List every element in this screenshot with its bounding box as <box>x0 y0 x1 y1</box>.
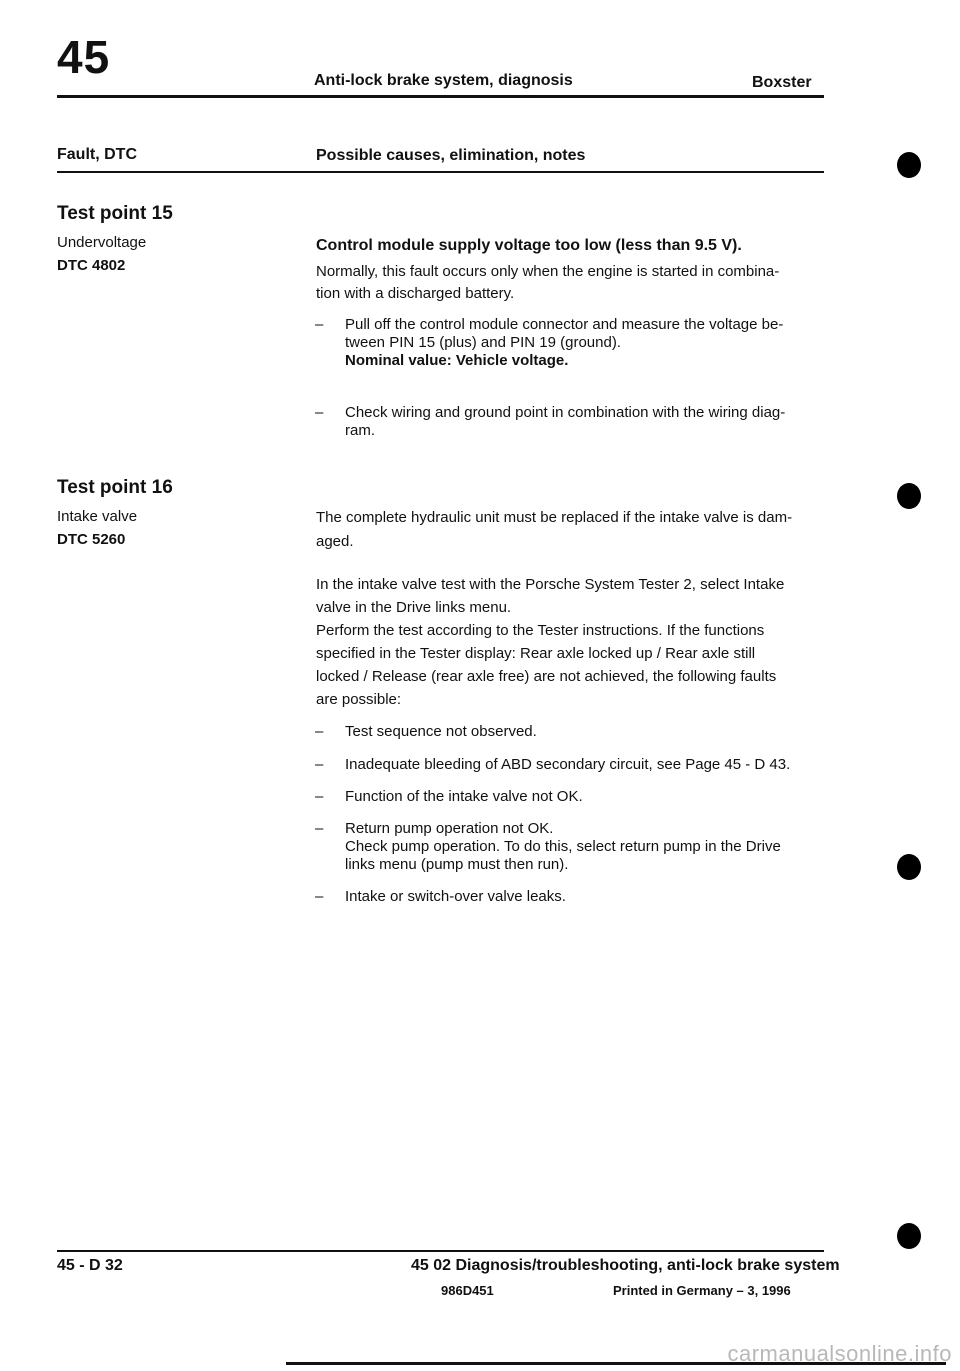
document-code: 986D451 <box>441 1283 494 1298</box>
bullet-3-text: Function of the intake valve not OK. <box>345 788 583 805</box>
test-point-15-intro-line-2: tion with a discharged battery. <box>316 285 515 302</box>
test-point-15-intro-line-1: Normally, this fault occurs only when the engine is started in combina- <box>316 263 780 280</box>
test-point-16-bullet-4 <box>315 820 815 874</box>
test-point-16-bullet-2 <box>315 756 815 774</box>
bullet-4-line-3: links menu (pump must then run). <box>345 856 569 873</box>
list-dash: – <box>315 756 324 773</box>
test-point-15-dtc: DTC 4802 <box>57 257 126 274</box>
list-dash: – <box>315 404 324 421</box>
bullet-4-line-2: Check pump operation. To do this, select return pump in the Drive <box>345 838 781 855</box>
test-point-16-paragraph-1-line-2: aged. <box>316 533 354 550</box>
test-point-15-step-1 <box>315 316 815 370</box>
test-point-16-paragraph-2-line-2: valve in the Drive links menu. <box>316 599 512 616</box>
list-dash: – <box>315 820 324 837</box>
test-point-15-step-2 <box>315 404 815 440</box>
step-1-line-1: Pull off the control module connector and measure the voltage be- <box>345 316 784 333</box>
model-name: Boxster <box>752 74 812 91</box>
test-point-16-paragraph-3-line-3: locked / Release (rear axle free) are not achieved, the following faults <box>316 668 777 685</box>
test-point-16-paragraph-2-line-1: In the intake valve test with the Porsche System Tester 2, select Intake <box>316 576 785 593</box>
list-dash: – <box>315 723 324 740</box>
list-dash: – <box>315 788 324 805</box>
bullet-4-line-1: Return pump operation not OK. <box>345 820 554 837</box>
punch-hole-4 <box>897 1223 921 1249</box>
test-point-16-dtc: DTC 5260 <box>57 531 126 548</box>
test-point-16-fault: Intake valve <box>57 508 138 525</box>
printed-info: Printed in Germany – 3, 1996 <box>613 1283 791 1298</box>
column-heading-causes: Possible causes, elimination, notes <box>316 147 586 164</box>
test-point-16-bullet-3 <box>315 788 815 806</box>
page-title: Anti-lock brake system, diagnosis <box>314 72 573 89</box>
test-point-15-title: Test point 15 <box>57 203 173 224</box>
bullet-1-text: Test sequence not observed. <box>345 723 537 740</box>
test-point-16-bullet-5 <box>315 888 815 906</box>
page-number: 45 - D 32 <box>57 1257 123 1274</box>
list-dash: – <box>315 316 324 333</box>
punch-hole-1 <box>897 152 921 178</box>
punch-hole-2 <box>897 483 921 509</box>
test-point-16-paragraph-3-line-1: Perform the test according to the Tester instructions. If the functions <box>316 622 765 639</box>
bullet-2-text: Inadequate bleeding of ABD secondary circuit, see Page 45 - D 43. <box>345 756 791 773</box>
step-2-line-2: ram. <box>345 422 375 439</box>
column-heading-rule <box>57 171 824 173</box>
test-point-15-fault: Undervoltage <box>57 234 147 251</box>
footer-rule <box>57 1250 824 1252</box>
test-point-16-paragraph-3-line-4: are possible: <box>316 691 402 708</box>
test-point-15-heading: Control module supply voltage too low (less than 9.5 V). <box>316 237 742 254</box>
watermark: carmanualsonline.info <box>727 1341 952 1366</box>
test-point-16-paragraph-1-line-1: The complete hydraulic unit must be replaced if the intake valve is dam- <box>316 509 793 526</box>
step-2-line-1: Check wiring and ground point in combination with the wiring diag- <box>345 404 786 421</box>
bullet-5-text: Intake or switch-over valve leaks. <box>345 888 566 905</box>
footer-title: 45 02 Diagnosis/troubleshooting, anti-lock brake system <box>411 1257 840 1274</box>
test-point-16-title: Test point 16 <box>57 477 173 498</box>
test-point-16-bullet-1 <box>315 723 815 741</box>
test-point-16-paragraph-3-line-2: specified in the Tester display: Rear axle locked up / Rear axle still <box>316 645 756 662</box>
column-heading-fault: Fault, DTC <box>57 146 137 163</box>
header-rule <box>57 95 824 98</box>
punch-hole-3 <box>897 854 921 880</box>
step-1-nominal-value: Nominal value: Vehicle voltage. <box>345 352 569 369</box>
step-1-line-2: tween PIN 15 (plus) and PIN 19 (ground). <box>345 334 621 351</box>
list-dash: – <box>315 888 324 905</box>
section-number: 45 <box>57 31 111 83</box>
